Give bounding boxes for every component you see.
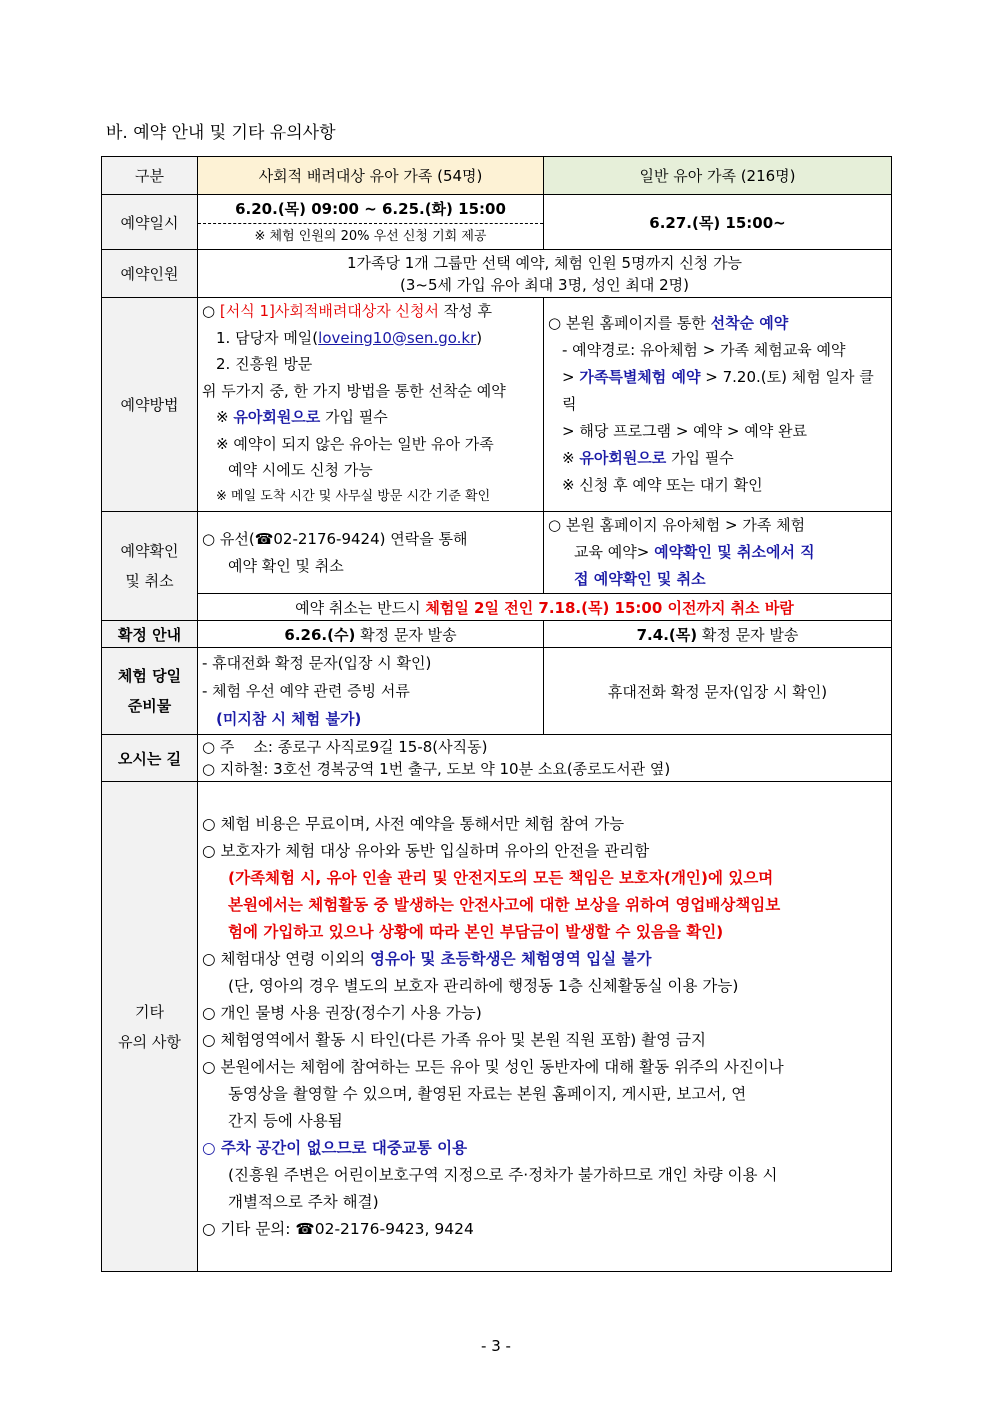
social-date-note: ※ 체험 인원의 20% 우선 신청 기회 제공 (198, 223, 543, 249)
note-4: 본원에서는 체험활동 중 발생하는 안전사고에 대한 보상을 위하여 영업배상책임보 (228, 895, 781, 914)
method-social-8: ※ 메일 도착 시간 및 사무실 방문 시간 기준 확인 (216, 488, 491, 504)
confirm-social-1: ○ 유선(☎02-2176-9424) 연락을 통해 (202, 529, 468, 548)
header-category: 구분 (102, 157, 198, 195)
label-reservation-method: 예약방법 (102, 298, 198, 512)
method-social-6: ※ 예약이 되지 않은 유아는 일반 유아 가족 (216, 434, 494, 453)
note-13: ○ 주차 공간이 없으므로 대중교통 이용 (202, 1138, 468, 1157)
notice-general: 7.4.(목) 확정 문자 발송 (544, 621, 892, 648)
row-confirm-cancel (102, 512, 892, 594)
table-header-row (102, 157, 892, 195)
prep-social-3: (미지참 시 체험 불가) (216, 710, 362, 728)
method-general-4: > 해당 프로그램 > 예약 > 예약 완료 (562, 422, 807, 440)
label-reservation-date: 예약일시 (102, 195, 198, 250)
directions-address: ○ 주 소: 종로구 사직로9길 15-8(사직동) (202, 738, 488, 756)
note-8: ○ 개인 물병 사용 권장(정수기 사용 가능) (202, 1003, 482, 1022)
row-confirmation-notice (102, 621, 892, 648)
note-7: (단, 영아의 경우 별도의 보호자 관리하에 행정동 1층 신체활동실 이용 가능) (228, 976, 739, 995)
people-line1: 1가족당 1개 그룹만 선택 예약, 체험 인원 5명까지 신청 가능 (346, 253, 743, 272)
label-other-notes: 기타 유의 사항 (102, 782, 198, 1272)
label-preparation: 체험 당일 준비물 (102, 648, 198, 735)
note-10: ○ 본원에서는 체험에 참여하는 모든 유아 및 성인 동반자에 대해 활동 위주의 사진이나 (202, 1057, 784, 1076)
note-1: ○ 체험 비용은 무료이며, 사전 예약을 통해서만 체험 참여 가능 (202, 814, 625, 833)
method-social-7: 예약 시에도 신청 가능 (228, 461, 373, 479)
note-14: (진흥원 주변은 어린이보호구역 지정으로 주·정차가 불가하므로 개인 차량 이용 시 (228, 1165, 778, 1184)
reservation-table (101, 156, 892, 1272)
note-3: (가족체험 시, 유아 인솔 관리 및 안전지도의 모든 책임은 보호자(개인)에 있으며 (228, 868, 774, 887)
page-number: - 3 - (481, 1337, 511, 1355)
note-9: ○ 체험영역에서 활동 시 타인(다른 가족 유아 및 본원 직원 포함) 촬영 금지 (202, 1030, 706, 1049)
general-date: 6.27.(목) 15:00~ (544, 195, 892, 250)
row-preparation (102, 648, 892, 735)
confirm-general-2: 교육 예약> 예약확인 및 취소에서 직 (574, 543, 815, 561)
cancel-deadline: 예약 취소는 반드시 체험일 2일 전인 7.18.(목) 15:00 이전까지 취소 바람 (198, 594, 892, 621)
confirm-general-3: 접 예약확인 및 취소 (574, 570, 706, 588)
method-social-1: ○ [서식 1]사회적배려대상자 신청서 작성 후 (202, 302, 493, 320)
method-general-1: ○ 본원 홈페이지를 통한 선착순 예약 (548, 314, 789, 332)
confirm-general-1: ○ 본원 홈페이지 유아체험 > 가족 체험 (548, 516, 806, 534)
method-general-2: - 예약경로: 유아체험 > 가족 체험교육 예약 (562, 341, 846, 359)
prep-social-2: - 체험 우선 예약 관련 증빙 서류 (202, 682, 410, 700)
prep-general: 휴대전화 확정 문자(입장 시 확인) (544, 648, 892, 735)
notice-social: 6.26.(수) 확정 문자 발송 (198, 621, 544, 648)
note-2: ○ 보호자가 체험 대상 유아와 동반 입실하며 유아의 안전을 관리함 (202, 841, 650, 860)
method-general-5: ※ 유아회원으로 가입 필수 (562, 449, 734, 467)
method-social-5: ※ 유아회원으로 가입 필수 (216, 408, 388, 426)
label-confirmation-notice: 확정 안내 (102, 621, 198, 648)
note-6: ○ 체험대상 연령 이외의 영유아 및 초등학생은 체험영역 입실 불가 (202, 949, 652, 968)
method-general-3: > 가족특별체험 예약 > 7.20.(토) 체험 일자 클릭 (562, 368, 874, 413)
label-directions: 오시는 길 (102, 735, 198, 782)
note-16: ○ 기타 문의: ☎02-2176-9423, 9424 (202, 1219, 474, 1238)
row-reservation-date (102, 195, 892, 250)
row-other-notes (102, 782, 892, 1272)
social-date: 6.20.(목) 09:00 ~ 6.25.(화) 15:00 (235, 200, 506, 218)
directions-subway: ○ 지하철: 3호선 경복궁역 1번 출구, 도보 약 10분 소요(종로도서관 옆) (202, 760, 671, 778)
header-general: 일반 유아 가족 (216명) (544, 157, 892, 195)
note-11: 동영상을 촬영할 수 있으며, 촬영된 자료는 본원 홈페이지, 게시판, 보고서, 연 (228, 1084, 747, 1103)
method-general-6: ※ 신청 후 예약 또는 대기 확인 (562, 476, 763, 494)
method-social-mail: 1. 담당자 메일(loveing10@sen.go.kr) (216, 328, 483, 347)
note-5: 험에 가입하고 있으나 상황에 따라 본인 부담금이 발생할 수 있음을 확인) (228, 922, 724, 941)
row-directions (102, 735, 892, 782)
row-reservation-method (102, 298, 892, 512)
note-15: 개별적으로 주차 해결) (228, 1192, 379, 1211)
label-reservation-people: 예약인원 (102, 250, 198, 298)
section-heading: 바. 예약 안내 및 기타 유의사항 (106, 123, 336, 143)
label-confirm-cancel: 예약확인 및 취소 (102, 512, 198, 621)
method-social-4: 위 두가지 중, 한 가지 방법을 통한 선착순 예약 (202, 381, 506, 400)
row-reservation-people (102, 250, 892, 298)
confirm-social-2: 예약 확인 및 취소 (228, 556, 344, 575)
contact-email-link[interactable]: loveing10@sen.go.kr (318, 328, 477, 347)
header-social: 사회적 배려대상 유아 가족 (54명) (198, 157, 544, 195)
row-cancel-deadline (102, 594, 892, 621)
note-12: 간지 등에 사용됨 (228, 1111, 343, 1130)
prep-social-1: - 휴대전화 확정 문자(입장 시 확인) (202, 654, 432, 672)
people-line2: (3~5세 가입 유아 최대 3명, 성인 최대 2명) (400, 275, 689, 294)
method-social-visit: 2. 진흥원 방문 (216, 355, 313, 373)
